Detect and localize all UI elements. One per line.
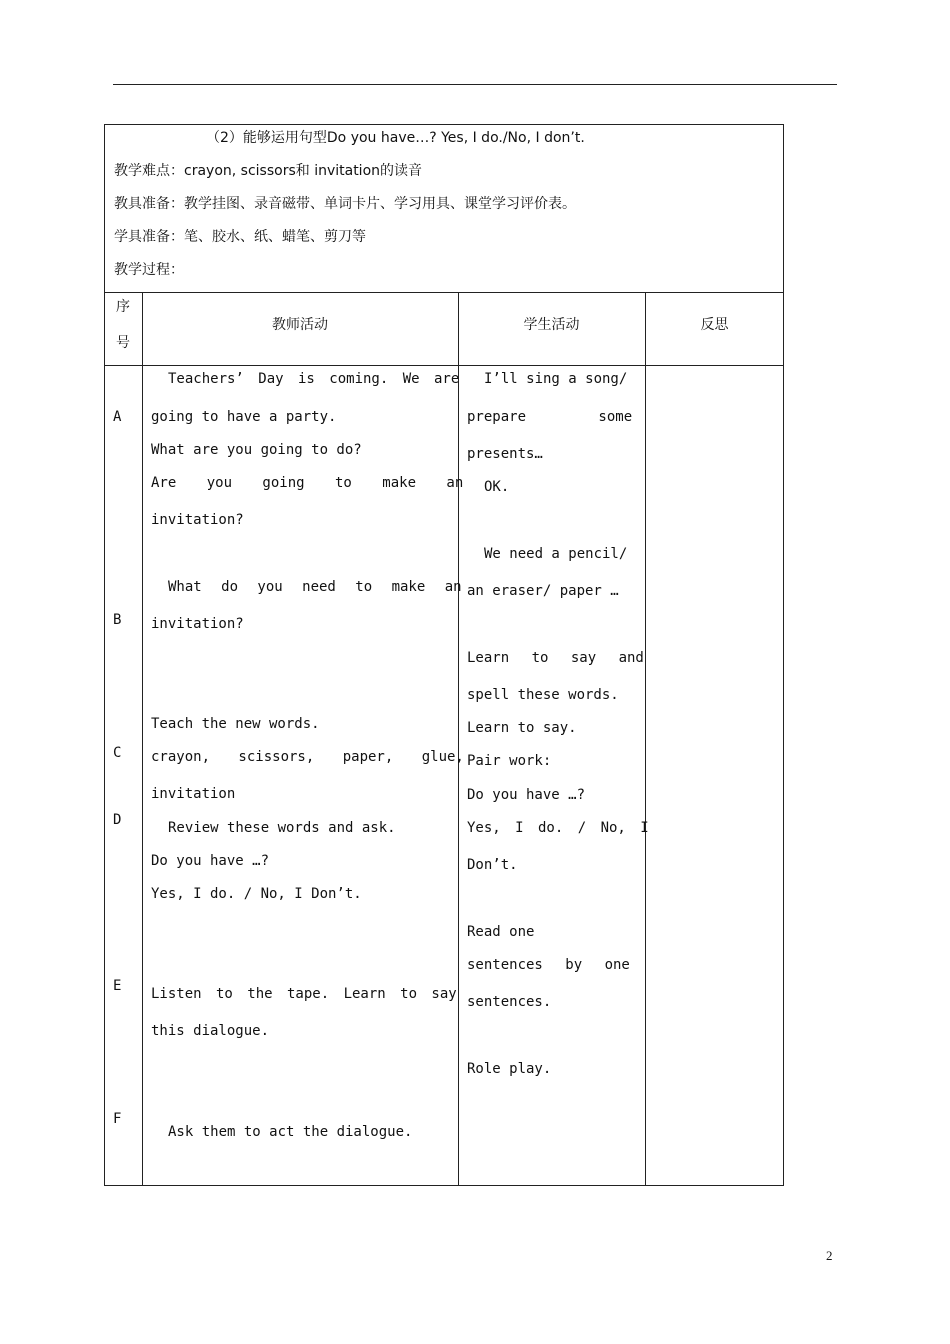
student-line: an eraser/ paper … [467, 583, 619, 599]
step-letter: F [113, 1111, 122, 1127]
teacher-line: going to have a party. [151, 409, 337, 425]
step-letter: B [113, 612, 122, 628]
student-prep-line: 学具准备：笔、胶水、纸、蜡笔、剪刀等 [114, 229, 366, 245]
teacher-line: invitation? [151, 512, 244, 528]
student-line: I’ll sing a song/ [484, 371, 628, 387]
student-line: sentences by one [467, 957, 630, 973]
student-line: Read one [467, 924, 535, 940]
table-col-divider-1 [142, 292, 143, 1186]
objective-line: （2）能够运用句型Do you have…? Yes, I do./No, I don’t. [206, 130, 585, 146]
student-line: Do you have …? [467, 787, 586, 803]
teacher-line: invitation [151, 786, 236, 802]
student-line: OK. [484, 479, 510, 495]
reflection-header: 反思 [700, 317, 729, 333]
difficulty-line: 教学难点：crayon, scissors和 invitation的读音 [114, 163, 423, 179]
teacher-line: Teachers’ Day is coming. We are [168, 371, 460, 387]
teacher-line: Review these words and ask. [168, 820, 396, 836]
student-line: prepare some [467, 409, 633, 425]
student-line: spell these words. [467, 687, 619, 703]
step-letter: E [113, 978, 122, 994]
teacher-line: What are you going to do? [151, 442, 362, 458]
teacher-line: crayon, scissors, paper, glue, [151, 749, 464, 765]
teacher-prep-line: 教具准备：教学挂图、录音磁带、单词卡片、学习用具、课堂学习评价表。 [114, 196, 576, 212]
seq-header-char2: 号 [116, 335, 130, 351]
teacher-line: Do you have …? [151, 853, 270, 869]
step-letter: A [113, 409, 122, 425]
teacher-line: Ask them to act the dialogue. [168, 1124, 413, 1140]
teacher-line: Listen to the tape. Learn to say [151, 986, 457, 1002]
student-line: Don’t. [467, 857, 518, 873]
student-line: Yes, I do. / No, I [467, 820, 649, 836]
teacher-line: invitation? [151, 616, 244, 632]
teacher-line: Yes, I do. / No, I Don’t. [151, 886, 362, 902]
student-line: Pair work: [467, 753, 552, 769]
teacher-line: Are you going to make an [151, 475, 464, 491]
teacher-line: What do you need to make an [168, 579, 462, 595]
table-divider-header [104, 365, 784, 366]
page-number: 2 [826, 1248, 833, 1263]
step-letter: C [113, 745, 122, 761]
header-rule [113, 84, 837, 85]
table-col-divider-3 [645, 292, 646, 1186]
student-line: presents… [467, 446, 543, 462]
student-line: We need a pencil/ [484, 546, 628, 562]
student-line: Learn to say. [467, 720, 577, 736]
step-letter: D [113, 812, 122, 828]
process-line: 教学过程： [114, 262, 184, 278]
student-line: Role play. [467, 1061, 552, 1077]
seq-header-char1: 序 [116, 299, 130, 315]
table-col-divider-2 [458, 292, 459, 1186]
student-activity-header: 学生活动 [523, 317, 580, 333]
table-divider-info [104, 292, 784, 293]
teacher-line: this dialogue. [151, 1023, 270, 1039]
teacher-activity-header: 教师活动 [272, 317, 328, 333]
student-line: sentences. [467, 994, 552, 1010]
teacher-line: Teach the new words. [151, 716, 320, 732]
student-line: Learn to say and [467, 650, 644, 666]
